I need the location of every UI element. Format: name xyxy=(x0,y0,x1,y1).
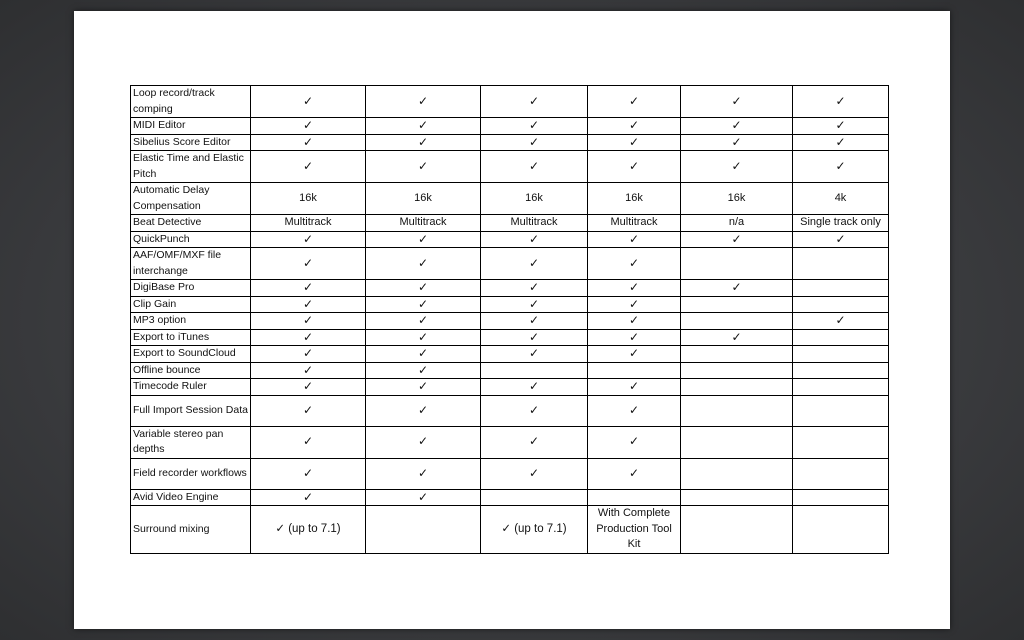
value-cell xyxy=(681,426,793,458)
value-cell: ✓ xyxy=(251,118,366,135)
value-cell: ✓ xyxy=(481,151,588,183)
value-cell xyxy=(588,362,681,379)
value-cell: ✓ xyxy=(588,86,681,118)
value-cell: ✓ xyxy=(481,395,588,426)
feature-name-cell: Export to iTunes xyxy=(131,329,251,346)
table-row xyxy=(131,506,889,554)
value-cell: ✓ xyxy=(588,426,681,458)
value-cell: 16k xyxy=(481,183,588,215)
value-cell xyxy=(681,458,793,489)
value-cell xyxy=(793,395,889,426)
value-cell: ✓ xyxy=(681,118,793,135)
table-row xyxy=(131,183,889,215)
feature-name-cell: Surround mixing xyxy=(131,506,251,554)
table-row xyxy=(131,151,889,183)
feature-name-cell: QuickPunch xyxy=(131,231,251,248)
value-cell: Single track only xyxy=(793,215,889,232)
value-cell: ✓ xyxy=(681,329,793,346)
feature-name-cell: Automatic Delay Compensation xyxy=(131,183,251,215)
value-cell: ✓ xyxy=(793,86,889,118)
value-cell: ✓ xyxy=(588,118,681,135)
value-cell: ✓ xyxy=(366,458,481,489)
value-cell: ✓ xyxy=(251,489,366,506)
value-cell: ✓ xyxy=(481,329,588,346)
feature-name-cell: Offline bounce xyxy=(131,362,251,379)
value-cell: ✓ xyxy=(366,313,481,330)
value-cell: ✓ xyxy=(366,395,481,426)
table-row xyxy=(131,118,889,135)
feature-name-cell: Export to SoundCloud xyxy=(131,346,251,363)
feature-comparison-table xyxy=(130,85,889,554)
value-cell: ✓ xyxy=(366,346,481,363)
table-row xyxy=(131,458,889,489)
value-cell: ✓ xyxy=(588,458,681,489)
value-cell: ✓ xyxy=(681,134,793,151)
feature-name-cell: Timecode Ruler xyxy=(131,379,251,396)
value-cell: ✓ (up to 7.1) xyxy=(251,506,366,554)
value-cell: ✓ xyxy=(481,86,588,118)
table-row xyxy=(131,134,889,151)
value-cell xyxy=(793,379,889,396)
value-cell: ✓ xyxy=(481,134,588,151)
value-cell: Multitrack xyxy=(366,215,481,232)
value-cell xyxy=(681,346,793,363)
table-row xyxy=(131,426,889,458)
table-row xyxy=(131,296,889,313)
value-cell: ✓ xyxy=(366,151,481,183)
value-cell xyxy=(681,313,793,330)
feature-name-cell: DigiBase Pro xyxy=(131,280,251,297)
value-cell: ✓ xyxy=(251,362,366,379)
value-cell: ✓ xyxy=(366,248,481,280)
value-cell: ✓ xyxy=(251,296,366,313)
value-cell xyxy=(481,362,588,379)
value-cell: ✓ xyxy=(481,346,588,363)
value-cell: ✓ xyxy=(366,489,481,506)
value-cell xyxy=(793,506,889,554)
value-cell: ✓ xyxy=(251,231,366,248)
value-cell: ✓ xyxy=(251,329,366,346)
value-cell: ✓ xyxy=(793,151,889,183)
feature-name-cell: MIDI Editor xyxy=(131,118,251,135)
value-cell: 16k xyxy=(251,183,366,215)
feature-name-cell: Variable stereo pan depths xyxy=(131,426,251,458)
value-cell: ✓ xyxy=(588,395,681,426)
value-cell: ✓ xyxy=(251,280,366,297)
feature-name-cell: Avid Video Engine xyxy=(131,489,251,506)
value-cell: ✓ (up to 7.1) xyxy=(481,506,588,554)
value-cell: 16k xyxy=(681,183,793,215)
value-cell xyxy=(681,506,793,554)
value-cell: ✓ xyxy=(251,395,366,426)
value-cell xyxy=(793,296,889,313)
value-cell: ✓ xyxy=(366,231,481,248)
value-cell: ✓ xyxy=(588,346,681,363)
value-cell: Multitrack xyxy=(588,215,681,232)
value-cell: ✓ xyxy=(251,248,366,280)
value-cell: ✓ xyxy=(481,118,588,135)
value-cell: ✓ xyxy=(681,280,793,297)
value-cell xyxy=(793,458,889,489)
value-cell xyxy=(681,248,793,280)
feature-name-cell: Full Import Session Data xyxy=(131,395,251,426)
feature-name-cell: Clip Gain xyxy=(131,296,251,313)
value-cell: ✓ xyxy=(481,458,588,489)
table-row xyxy=(131,248,889,280)
value-cell: ✓ xyxy=(588,231,681,248)
feature-name-cell: MP3 option xyxy=(131,313,251,330)
value-cell xyxy=(681,395,793,426)
value-cell: ✓ xyxy=(251,458,366,489)
value-cell xyxy=(481,489,588,506)
value-cell: ✓ xyxy=(681,86,793,118)
value-cell: ✓ xyxy=(481,248,588,280)
table-row xyxy=(131,489,889,506)
value-cell xyxy=(793,329,889,346)
value-cell: ✓ xyxy=(366,134,481,151)
feature-name-cell: AAF/OMF/MXF file interchange xyxy=(131,248,251,280)
value-cell xyxy=(588,489,681,506)
value-cell: ✓ xyxy=(481,231,588,248)
table-row xyxy=(131,313,889,330)
value-cell: ✓ xyxy=(793,313,889,330)
value-cell xyxy=(681,379,793,396)
value-cell: ✓ xyxy=(481,280,588,297)
value-cell: ✓ xyxy=(588,296,681,313)
value-cell: ✓ xyxy=(588,280,681,297)
table-row xyxy=(131,379,889,396)
value-cell: ✓ xyxy=(588,248,681,280)
feature-name-cell: Elastic Time and Elastic Pitch xyxy=(131,151,251,183)
value-cell: ✓ xyxy=(681,231,793,248)
value-cell xyxy=(793,280,889,297)
value-cell: ✓ xyxy=(251,426,366,458)
value-cell xyxy=(366,506,481,554)
value-cell xyxy=(681,362,793,379)
value-cell: ✓ xyxy=(793,118,889,135)
value-cell: 4k xyxy=(793,183,889,215)
table-row xyxy=(131,346,889,363)
value-cell: With Complete Production Tool Kit xyxy=(588,506,681,554)
value-cell: ✓ xyxy=(251,313,366,330)
value-cell: ✓ xyxy=(481,313,588,330)
value-cell: ✓ xyxy=(251,379,366,396)
table-body xyxy=(131,86,889,554)
value-cell xyxy=(793,426,889,458)
table-row xyxy=(131,86,889,118)
value-cell xyxy=(793,248,889,280)
feature-name-cell: Beat Detective xyxy=(131,215,251,232)
value-cell: ✓ xyxy=(251,346,366,363)
value-cell: ✓ xyxy=(251,86,366,118)
value-cell xyxy=(793,346,889,363)
table-row xyxy=(131,231,889,248)
value-cell xyxy=(793,489,889,506)
value-cell: 16k xyxy=(588,183,681,215)
value-cell: ✓ xyxy=(366,296,481,313)
value-cell: ✓ xyxy=(481,379,588,396)
value-cell: 16k xyxy=(366,183,481,215)
value-cell xyxy=(681,296,793,313)
value-cell: ✓ xyxy=(588,134,681,151)
value-cell: ✓ xyxy=(681,151,793,183)
table-row xyxy=(131,329,889,346)
feature-name-cell: Sibelius Score Editor xyxy=(131,134,251,151)
value-cell: Multitrack xyxy=(251,215,366,232)
value-cell: n/a xyxy=(681,215,793,232)
table-row xyxy=(131,395,889,426)
value-cell: ✓ xyxy=(793,134,889,151)
value-cell: ✓ xyxy=(366,329,481,346)
value-cell: ✓ xyxy=(588,313,681,330)
value-cell: ✓ xyxy=(481,296,588,313)
table-row xyxy=(131,215,889,232)
value-cell: ✓ xyxy=(251,151,366,183)
value-cell: ✓ xyxy=(588,329,681,346)
value-cell: ✓ xyxy=(793,231,889,248)
value-cell xyxy=(681,489,793,506)
feature-name-cell: Field recorder workflows xyxy=(131,458,251,489)
value-cell: ✓ xyxy=(251,134,366,151)
value-cell: ✓ xyxy=(366,280,481,297)
value-cell: ✓ xyxy=(366,86,481,118)
value-cell: ✓ xyxy=(481,426,588,458)
value-cell: ✓ xyxy=(366,426,481,458)
value-cell: ✓ xyxy=(366,379,481,396)
value-cell: ✓ xyxy=(588,151,681,183)
document-page xyxy=(74,11,950,629)
table-row xyxy=(131,280,889,297)
value-cell: Multitrack xyxy=(481,215,588,232)
value-cell: ✓ xyxy=(588,379,681,396)
value-cell xyxy=(793,362,889,379)
value-cell: ✓ xyxy=(366,362,481,379)
feature-name-cell: Loop record/track comping xyxy=(131,86,251,118)
table-row xyxy=(131,362,889,379)
value-cell: ✓ xyxy=(366,118,481,135)
